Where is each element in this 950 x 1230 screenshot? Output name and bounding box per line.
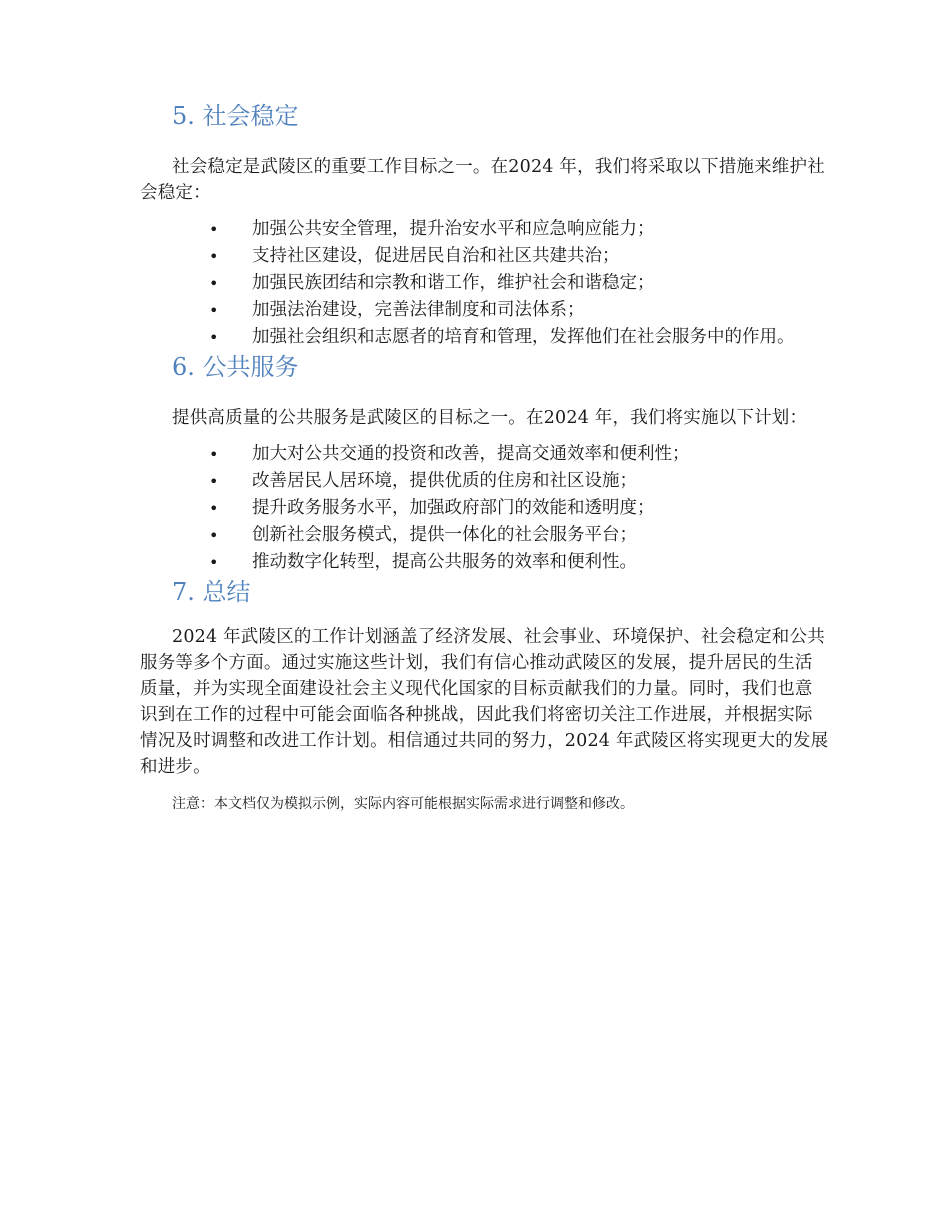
section-heading: 7. 总结 [172,578,251,606]
list-item: • 加强公共安全管理，提升治安水平和应急响应能力； [140,216,830,243]
list-item: • 改善居民人居环境，提供优质的住房和社区设施； [140,468,830,495]
list-item: • 提升政务服务水平，加强政府部门的效能和透明度； [140,495,830,522]
bullet-icon: • [209,526,219,545]
list-item: • 加强民族团结和宗教和谐工作，维护社会和谐稳定； [140,270,830,297]
section-heading: 6. 公共服务 [172,353,299,381]
list-item: • 加强法治建设，完善法律制度和司法体系； [140,297,830,324]
bullet-list [140,441,830,576]
list-item: • 推动数字化转型，提高公共服务的效率和便利性。 [140,549,830,576]
bullet-icon: • [209,499,219,518]
section-social-stability [140,100,830,351]
document-page [140,100,830,814]
list-item: • 支持社区建设，促进居民自治和社区共建共治； [140,243,830,270]
section-heading: 5. 社会稳定 [172,102,299,130]
bullet-icon: • [209,220,219,239]
bullet-icon: • [209,274,219,293]
bullet-icon: • [209,301,219,320]
bullet-icon: • [209,553,219,572]
list-item: • 加大对公共交通的投资和改善，提高交通效率和便利性； [140,441,830,468]
section-summary [140,576,830,780]
bullet-list [140,216,830,351]
bullet-icon: • [209,445,219,464]
section-paragraph: 社会稳定是武陵区的重要工作目标之一。在2024 年，我们将采取以下措施来维护社会稳定： [140,157,825,203]
list-item: • 创新社会服务模式，提供一体化的社会服务平台； [140,522,830,549]
section-paragraph: 2024 年武陵区的工作计划涵盖了经济发展、社会事业、环境保护、社会稳定和公共服务等多个方面。通过实施这些计划，我们有信心推动武陵区的发展，提升居民的生活质量，并为实现全面建设社会主义现代化国家的目标贡献我们的力量。同时，我们也意识到在工作的过程中可能会面临各种挑战，因此我们将密切关注工作进展，并根据实际情况及时调整和改进工作计划。相信通过共同的努力，2024 年武陵区将实现更大的发展和进步。 [140,627,829,777]
list-item: • 加强社会组织和志愿者的培育和管理，发挥他们在社会服务中的作用。 [140,324,830,351]
bullet-icon: • [209,328,219,347]
section-paragraph: 提供高质量的公共服务是武陵区的目标之一。在2024 年，我们将实施以下计划： [172,408,808,428]
section-public-services [140,351,830,576]
bullet-icon: • [209,472,219,491]
bullet-icon: • [209,247,219,266]
disclaimer-note: 注意：本文档仅为模拟示例，实际内容可能根据实际需求进行调整和修改。 [172,796,634,812]
